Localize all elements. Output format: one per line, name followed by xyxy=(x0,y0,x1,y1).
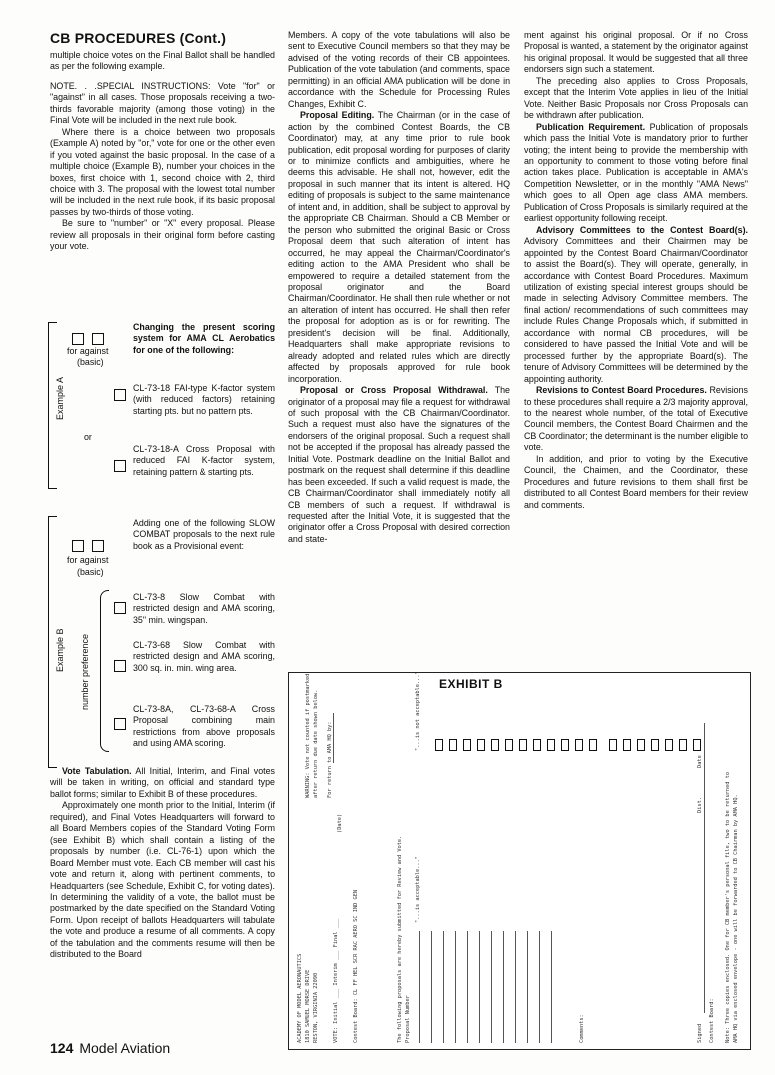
proposal-line xyxy=(479,931,480,1043)
preference-checkbox[interactable] xyxy=(114,602,126,614)
exhibit-note: Note: Three copies enclosed. One for CB member's personal file, two to be returned to xyxy=(725,771,731,1043)
preference-brace xyxy=(100,590,109,752)
column-2 xyxy=(288,30,510,545)
ballot-box[interactable] xyxy=(651,739,659,751)
proposal-line xyxy=(419,931,420,1043)
proposal-line xyxy=(443,931,444,1043)
exhibit-date: (Date) xyxy=(337,813,343,833)
ballot-box[interactable] xyxy=(449,739,457,751)
number-preference-label: number preference xyxy=(80,633,90,710)
exhibit-return-by: For return to AMA HQ by: xyxy=(327,721,333,798)
ballot-box[interactable] xyxy=(609,739,617,751)
paragraph: In addition, and prior to voting by the Executive Council, the Chaimen, and the Coordinator, these Procedures and future revisions to them shall first be distributed to all Contest Board members for their review and comments. xyxy=(524,453,748,510)
exhibit-proposal-number: Proposal Number xyxy=(405,995,411,1043)
ballot-box[interactable] xyxy=(561,739,569,751)
ballot-box[interactable] xyxy=(679,739,687,751)
page-title: CB PROCEDURES (Cont.) xyxy=(50,30,227,46)
exhibit-note-2: AMA HQ via enclosed envelope - one will be forwarded to CB Chairman by AMA HQ. xyxy=(733,794,739,1043)
proposal-line xyxy=(503,931,504,1043)
column-1-intro xyxy=(50,50,275,253)
proposal-line xyxy=(539,931,540,1043)
ballot-box[interactable] xyxy=(533,739,541,751)
exhibit-cb-board: Contest Board: xyxy=(709,998,715,1043)
exhibit-warning: WARNING: Vote not counted if postmarked xyxy=(305,673,311,798)
basic-label: (basic) xyxy=(77,567,104,577)
example-b-basic-text: Adding one of the following SLOW COMBAT proposals to the next rule book as a Provisional event: xyxy=(133,518,275,551)
paragraph: Where there is a choice between two proposals (Example A) noted by "or," vote for one or the other even if you voted against the basic proposal. In the case of a multiple choice (Example B), number your choices in the boxes, first choice with 1, second choice with 2, third choice with 3. The proposal with the lowest total number will be included in the next rule book, if its basic proposal passes by two-thirds of those voting. xyxy=(50,126,275,217)
ballot-box[interactable] xyxy=(435,739,443,751)
paragraph: Proposal or Cross Proposal Withdrawal. The originator of a proposal may file a request for withdrawal of such proposal with the CB Chairman/Coordinator. Such a request must also have the signatures of the endorsers of the original proposal. Such a request shall not be accepted if the proposal has already passed the Initial Vote. Postmark deadline on the Initial Ballot and postmark on the request shall determine if this deadline has been exceeded. If such a valid request is made, the CB Chairman/Coordinator shall immediately notify all CB members of such a request. If withdrawal is requested after the Initial Vote, it is suggested that the originator offer a Cross Proposal with desired correction and state- xyxy=(288,385,510,544)
ballot-box[interactable] xyxy=(589,739,597,751)
paragraph: Members. A copy of the vote tabulations will also be sent to Executive Council members so that they may be advised of the voting records of their CB appointees. Publication of the vote tabulation (and comments, space permitting) in an official AMA publication will be done in accordance with the Schedule for Processing Rules Changes, Exhibit C. xyxy=(288,30,510,109)
paragraph: Approximately one month prior to the Initial, Interim (if required), and Final Votes Headquarters will forward to all Board Members copies of the Standard Voting Form (see Exhibit B) which shall contain a listing of the proposals by number (i.e. CL-76-1) upon which the Board Member must vote. Each CB member will cast his vote and return it, along with pertinent comments, to Headquarters (see Schedule, Exhibit C, for voting dates). In determining the validity of a vote, the ballot must be postmarked by the date specified on the Standard Voting Form. Upon receipt of ballots Headquarters will tabulate the vote and produce a resume of all comments. A copy of the tabulation and the comments resume will then be distributed to the Board xyxy=(50,800,275,960)
signature-line xyxy=(704,723,705,1013)
ballot-box[interactable] xyxy=(463,739,471,751)
column-3 xyxy=(524,30,748,511)
proposal-line xyxy=(515,931,516,1043)
for-against-label: for against xyxy=(67,555,109,565)
paragraph: multiple choice votes on the Final Ballot shall be handled as per the following example. xyxy=(50,50,275,72)
example-a-label: Example A xyxy=(55,376,65,420)
paragraph: ment against his original proposal. Or if no Cross Proposal is wanted, a statement by the originator against his original proposal. It would be suggested that all three endorsers sign such a statement. xyxy=(524,30,748,75)
paragraph: Advisory Committees to the Contest Board(s). Advisory Committees and their Chairmen may be appointed by the Contest Board Chairman/Coordinator to assist the Board(s). They will operate, generally, in accordance with Contest Board Procedures. Maximum utilization of existing special interest groups should be made in selecting Advisory Committee members. The final action/ recommendations of such committees may include Rules Change Proposals which, if submitted in accordance with normal CB procedures, will be considered to have passed the Initial Vote and will be processed further by the appropriate Board(s). The tenure of Advisory Committees will be determined by the appointing authority. xyxy=(524,224,748,384)
special-instructions: NOTE. . .SPECIAL INSTRUCTIONS: Vote "for" or "against" in all cases. Those proposals receiving a two-thirds favorable majority (among those voting) in the Final Vote will be included in the next rule book. xyxy=(50,80,275,126)
exhibit-date-2: Date xyxy=(697,755,703,768)
exhibit-submitted: The following proposals are hereby submitted for Review and Vote. xyxy=(397,835,403,1043)
date-line xyxy=(333,713,334,763)
exhibit-title: EXHIBIT B xyxy=(439,677,503,691)
paragraph: Publication Requirement. Publication of proposals which pass the Initial Vote is mandatory prior to further voting; the intent being to provide the membership with an opportunity to comment to those voting before final action takes place. Publication is acceptable in AMA's Competition Newsletter, or in the monthly "AMA News" which goes to all Open age class AMA members. Publication of Cross Proposals is similarly required at the earliest opportunity following receipt. xyxy=(524,121,748,224)
ballot-box[interactable] xyxy=(547,739,555,751)
page-footer xyxy=(50,1040,170,1056)
exhibit-signed: Signed xyxy=(697,1023,703,1043)
magazine-name: Model Aviation xyxy=(79,1040,171,1056)
ballot-box[interactable] xyxy=(491,739,499,751)
vote-for-checkbox[interactable] xyxy=(72,540,84,552)
choice-checkbox[interactable] xyxy=(114,389,126,401)
exhibit-address-1: 1810 SAMUEL MORSE DRIVE xyxy=(305,969,311,1043)
page-number: 124 xyxy=(50,1040,74,1056)
preference-checkbox[interactable] xyxy=(114,718,126,730)
vote-against-checkbox[interactable] xyxy=(92,540,104,552)
ballot-box[interactable] xyxy=(505,739,513,751)
for-against-label: for against xyxy=(67,346,109,356)
choice-checkbox[interactable] xyxy=(114,460,126,472)
exhibit-warning-2: after return due date shown below. xyxy=(313,689,319,798)
paragraph: Be sure to "number" or "X" every proposal. Please review all proposals in their original form before casting your vote. xyxy=(50,218,275,252)
paragraph: Vote Tabulation. All Initial, Interim, and Final votes will be taken in writing, on official and standard type ballot forms; similar to Exhibit B of these procedures. xyxy=(50,766,275,799)
basic-label: (basic) xyxy=(77,357,104,367)
exhibit-not-acceptable: "...is not acceptable..." xyxy=(415,671,421,751)
preference-checkbox[interactable] xyxy=(114,660,126,672)
ballot-box[interactable] xyxy=(575,739,583,751)
ballot-box[interactable] xyxy=(665,739,673,751)
exhibit-comments: Comments: xyxy=(579,1014,585,1043)
proposal-line xyxy=(431,931,432,1043)
example-a-choice-2: CL-73-18-A Cross Proposal with reduced FAI K-factor system, retaining pattern & starting pts. xyxy=(133,444,275,477)
example-a-choice-1: CL-73-18 FAI-type K-factor system (with reduced factors) retaining starting pts. but no pattern pts. xyxy=(133,383,275,416)
ballot-box[interactable] xyxy=(693,739,701,751)
proposal-line xyxy=(467,931,468,1043)
proposal-line xyxy=(491,931,492,1043)
ballot-box[interactable] xyxy=(637,739,645,751)
example-a-basic-text: Changing the present scoring system for AMA CL Aerobatics for one of the following: xyxy=(133,322,275,355)
vote-for-checkbox[interactable] xyxy=(72,333,84,345)
proposal-line xyxy=(527,931,528,1043)
ballot-box[interactable] xyxy=(519,739,527,751)
paragraph: Proposal Editing. The Chairman (or in the case of action by the combined Contest Boards, the CB Coordinator) may, at any time prior to rule book publication, edit proposal wording for purposes of clarity or to minimize conflicts and ambiguities, where he deems this advisable. He shall not, however, edit the proposal in such manner that its intent is altered. HQ editing of proposals is subject to the same maintenance of intent and, in addition, shall be subject to approval by the appropriate CB Chairman. Should a CB Member or the person who submitted the original Basic or Cross Proposal deem that such alteration of intent has occurred, he may appeal the Chairman/Coordinator's editing action to the AMA President who shall be empowered to require a detailed statement from the proposal originator and the Board Chairman/Coordinator. He shall then rule whether or not an alteration of intent has occurred. He shall then refer the proposal for adoption as is or for rewriting. The president's decision will be final. Additionally, Headquarters shall make appropriate revisions to already adopted and related rules which are directly affected by proposals approved for rule book incorporation. xyxy=(288,110,510,384)
column-1-vote-tabulation xyxy=(50,766,275,961)
paragraph: The preceding also applies to Cross Proposals, except that the Interim Vote applies in lieu of the Initial Vote. Neither Basic Proposals nor Cross Proposals can be withdrawn after publication. xyxy=(524,75,748,121)
example-b-choice-1: CL-73-8 Slow Combat with restricted design and AMA scoring, 35" min. wingspan. xyxy=(133,592,275,625)
exhibit-dist: Dist. xyxy=(697,797,703,813)
exhibit-vote-line: VOTE: Initial ___ Interim ___ Final ___ xyxy=(333,918,339,1043)
vote-against-checkbox[interactable] xyxy=(92,333,104,345)
example-a-basic-boxes xyxy=(72,333,104,345)
ballot-boxes-2 xyxy=(609,739,739,751)
exhibit-contest-boards: Contest Board: CL FF HEL SCR RAC AERO SC IND GEN xyxy=(353,889,359,1043)
ballot-box[interactable] xyxy=(477,739,485,751)
exhibit-acceptable: "...is acceptable..." xyxy=(415,856,421,923)
example-b-choice-2: CL-73-68 Slow Combat with restricted design and AMA scoring, 300 sq. in. min. wing area. xyxy=(133,640,275,673)
example-b-label: Example B xyxy=(55,628,65,672)
ballot-boxes xyxy=(435,739,605,751)
exhibit-b-form xyxy=(288,672,751,1050)
paragraph: Revisions to Contest Board Procedures. Revisions to these procedures shall require a 2/3 majority approval, to the nearest whole number, of the total of Executive Council members, the Contest Board Chairmen and the CB Coordinator; the determinant is the number eligible to vote. xyxy=(524,385,748,453)
or-label: or xyxy=(84,432,92,442)
proposal-line xyxy=(455,931,456,1043)
example-b-basic-boxes xyxy=(72,540,104,552)
ballot-box[interactable] xyxy=(623,739,631,751)
exhibit-address-2: RESTON, VIRGINIA 22090 xyxy=(313,972,319,1043)
example-b-choice-3: CL-73-8A, CL-73-68-A Cross Proposal combining main restrictions from above proposals and using AMA scoring. xyxy=(133,704,275,749)
exhibit-org: ACADEMY OF MODEL AERONAUTICS xyxy=(297,953,303,1043)
proposal-line xyxy=(551,931,552,1043)
